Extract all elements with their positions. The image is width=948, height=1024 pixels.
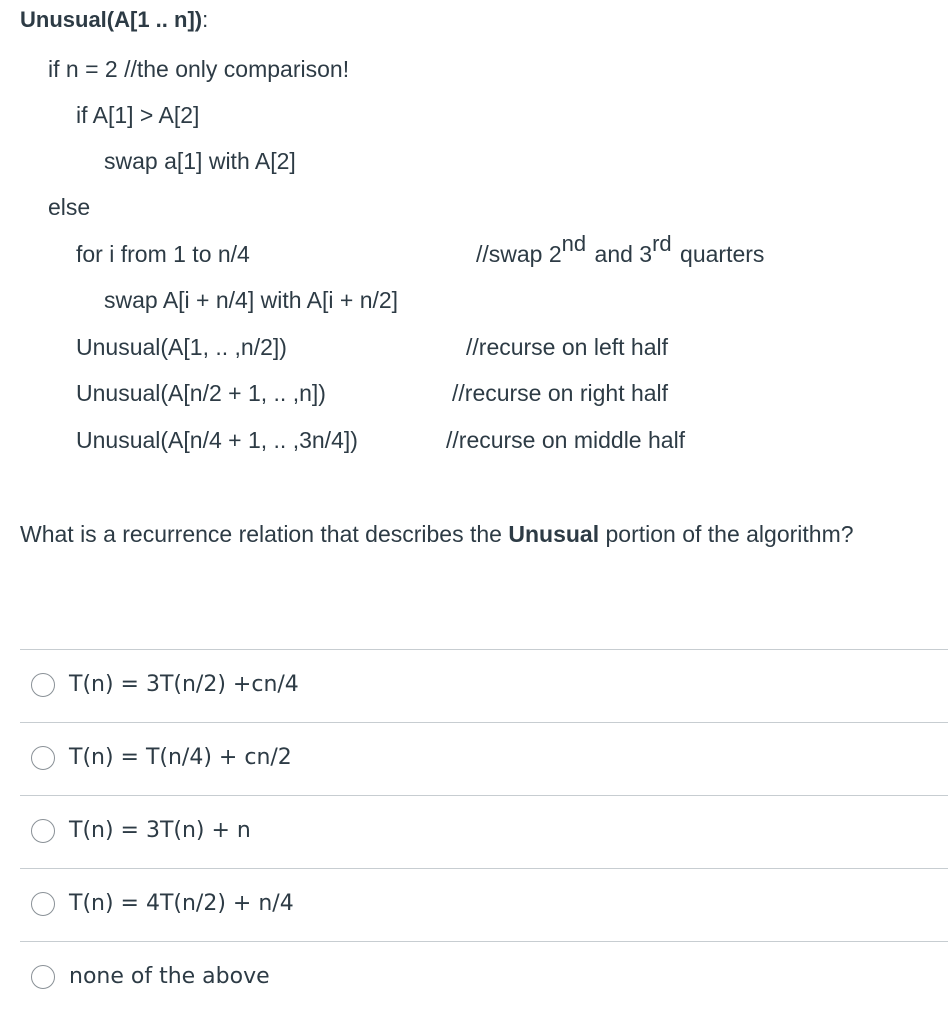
function-name: Unusual(A[1 .. n]) xyxy=(20,7,203,32)
question-suffix: portion of the algorithm? xyxy=(599,521,854,547)
function-title xyxy=(20,6,208,34)
code-line-for: for i from 1 to n/4 xyxy=(76,241,250,267)
superscript-nd: nd xyxy=(561,231,587,256)
code-line-recurse-middle: Unusual(A[n/4 + 1, .. ,3n/4]) xyxy=(76,427,358,453)
comment-swap-mid: and 3 xyxy=(588,241,653,267)
code-line-swap: swap a[1] with A[2] xyxy=(104,148,296,174)
answer-option-5[interactable] xyxy=(20,942,948,1014)
answer-option-3[interactable] xyxy=(20,796,948,869)
code-line-else: else xyxy=(48,194,91,220)
answer-label[interactable]: T(n) = 3T(n/2) +cn/4 xyxy=(69,672,299,697)
comment-recurse-left: //recurse on left half xyxy=(466,334,668,360)
superscript-rd: rd xyxy=(652,231,672,256)
title-colon: : xyxy=(202,7,209,32)
comment-swap-quarters xyxy=(476,231,765,269)
answer-option-2[interactable] xyxy=(20,723,948,796)
radio-button[interactable] xyxy=(31,965,55,989)
answer-label[interactable]: T(n) = T(n/4) + cn/2 xyxy=(69,745,292,770)
answer-option-1[interactable] xyxy=(20,650,948,723)
radio-button[interactable] xyxy=(31,746,55,770)
comment-recurse-middle: //recurse on middle half xyxy=(446,427,686,453)
code-line-if-n: if n = 2 //the only comparison! xyxy=(48,56,350,82)
question-text xyxy=(20,519,854,549)
code-line-if-compare: if A[1] > A[2] xyxy=(76,102,200,128)
comment-swap-suffix: quarters xyxy=(673,241,765,267)
answer-label[interactable]: none of the above xyxy=(69,964,270,989)
radio-button[interactable] xyxy=(31,673,55,697)
code-line-swap-quarters: swap A[i + n/4] with A[i + n/2] xyxy=(104,287,399,313)
radio-button[interactable] xyxy=(31,819,55,843)
answer-label[interactable]: T(n) = 4T(n/2) + n/4 xyxy=(69,891,294,916)
code-line-recurse-left: Unusual(A[1, .. ,n/2]) xyxy=(76,334,287,360)
answer-option-4[interactable] xyxy=(20,869,948,942)
code-line-recurse-right: Unusual(A[n/2 + 1, .. ,n]) xyxy=(76,380,326,406)
comment-recurse-right: //recurse on right half xyxy=(452,380,669,406)
question-prefix: What is a recurrence relation that describes the xyxy=(20,521,509,547)
answer-list xyxy=(20,649,948,1014)
answer-label[interactable]: T(n) = 3T(n) + n xyxy=(69,818,251,843)
comment-swap-prefix: //swap 2 xyxy=(476,241,562,267)
question-bold-term: Unusual xyxy=(508,521,600,547)
radio-button[interactable] xyxy=(31,892,55,916)
